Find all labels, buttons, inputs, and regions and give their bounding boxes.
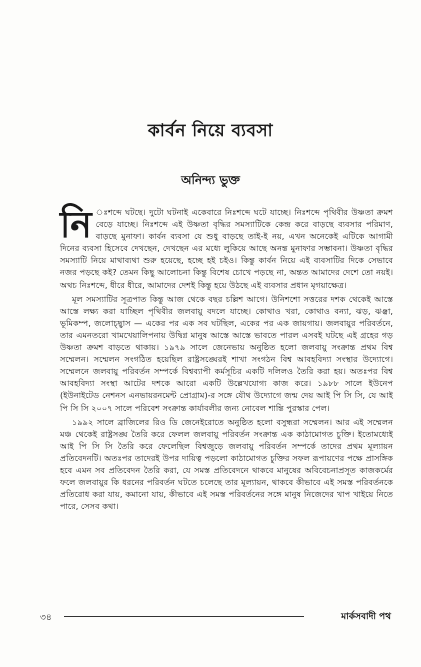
footer-divider — [64, 616, 304, 617]
paragraph-2: মূল সমস্যাটির সূত্রপাত কিন্তু আজ থেকে বছর চল্লিশ আগে। উনিশশো সত্তরের দশক থেকেই আস্তে আস্তে লক্ষ্য করা যাচ্ছিল পৃথিবীর জলবায়ু বদলে যাচ্ছে। কোথাও খরা, কোথাও বন্যা, ঝড়, ঝঞ্ঝা, ভূমিকম্প, জলোচ্ছ্বাস — একের পর এক সব ঘটছিল, একের পর এক জায়গায়। জলবায়ুর পরিবর্তনে, তার এমনতরো খামখেয়ালিপনায় উদ্বিগ্ন মানুষ আস্তে আস্তে ভাবতে পারল এসবই ঘটছে এই গ্রহের গড় উষ্ণতা ক্রমশ বাড়তে থাকায়। ১৯৭৯ সালে জেনেভায় অনুষ্ঠিত হলো জলবায়ু সংক্রান্ত প্রথম বিশ্ব সম্মেলন। সম্মেলন সংগঠিত হয়েছিল রাষ্ট্রসঙ্ঘেরই শাখা সংগঠন বিশ্ব আবহবিদ্যা সংস্থার উদ্যোগে। সম্মেলনে জলবায়ু পরিবর্তন সম্পর্কে বিশ্বব্যাপী কর্মসূচির একটি দলিলও তৈরি করা হয়। অতঃপর বিশ্ব আবহবিদ্যা সংস্থা আটের দশকে আরো একটি উল্লেখযোগ্য কাজ করে। ১৯৮৮ সালে ইউনেপ (ইউনাইটেড নেশনস এনভায়রনমেন্ট প্রোগ্রাম)-র সঙ্গে যৌথ উদ্যোগে জন্ম দেয় আই পি সি সি, যে আই পি সি সি ২০০৭ সালে পরিবেশ সংক্রান্ত কার্যাবলীর জন্য নোবেল শান্তি পুরস্কার পেল। — [60, 293, 393, 413]
paragraph-3: ১৯৯২ সালে ব্রাজিলের রিও ডি জেনেইরোতে অনুষ্ঠিত হলো বসুন্ধরা সম্মেলন। আর এই সম্মেলন মঞ্চ থেকেই রাষ্ট্রসঙ্ঘ তৈরি করে ফেলল জলবায়ু পরিবর্তন সংক্রান্ত এক কাঠামোগত চুক্তি। ইতোমধ্যেই আই পি সি সি তৈরি করে ফেলেছিল বিশ্বজুড়ে জলবায়ু পরিবর্তন সম্পর্কে তাদের প্রথম মূল্যায়ন প্রতিবেদনটি। অতঃপর তাদেরই উপর দায়িত্ব পড়লো কাঠামোগত চুক্তির সফল রূপায়ণের পক্ষে প্রাসঙ্গিক হবে এমন সব প্রতিবেদন তৈরি করা, যে সমস্ত প্রতিবেদনে থাকবে মানুষের অবিবেচনাপ্রসূত কাজকর্মের ফলে জলবায়ুর কি ধরনের পরিবর্তন ঘটতে চলেছে তার মূল্যায়ন, থাকবে কীভাবে এই সমস্ত পরিবর্তনকে প্রতিরোধ করা যায়, কমানো যায়, কীভাবে এই সমস্ত পরিবর্তনের সঙ্গে মানুষ নিজেদের খাপ খাইয়ে নিতে পারে, সেসব কথা। — [60, 416, 393, 512]
article-author: অনিন্দ্য ভুক্ত — [181, 173, 240, 187]
journal-name: মার্কসবাদী পথ — [341, 612, 391, 622]
drop-cap: নি — [60, 204, 92, 246]
paragraph-1 — [60, 206, 393, 291]
page-footer — [40, 612, 391, 628]
page-number: ৩৪ — [40, 613, 52, 623]
article-body — [60, 206, 393, 514]
paragraph-text: ঃশব্দে ঘটছে। দুটো ঘটনাই একেবারে নিঃশব্দে ঘটে যাচ্ছে। নিঃশব্দে পৃথিবীর উষ্ণতা ক্রমশ বেড়ে যাচ্ছে। নিঃশব্দে এই উষ্ণতা বৃদ্ধির সমস্যাটিকে কেন্দ্র করে বাড়ছে ব্যবসার পরিমাণ, বাড়ছে মুনাফা। কার্বন ব্যবসা যে শুধু বাড়ছে তাই-ই নয়, এখন অনেকেই এটিকে আগামী দিনের ব্যবসা হিসেবে দেখছেন, দেখছেন এর মধ্যে লুকিয়ে আছে অনন্ত মুনাফার সম্ভাবনা। উষ্ণতা বৃদ্ধির সমস্যাটি নিয়ে মাথাব্যথা শুরু হয়েছে, হচ্ছে হই চইও। কিন্তু কার্বন নিয়ে এই ব্যবসাটির দিকে সেভাবে নজর পড়ছে কই? তেমন কিছু আলোচনা কিন্তু বিশেষ চোখে পড়ছে না, অন্তত আমাদের দেশে তো নয়ই। অথচ নিঃশব্দে, ধীরে ধীরে, আমাদের দেশই কিন্তু হয়ে উঠছে এই ব্যবসার প্রধান মৃগয়াক্ষেত্র। — [60, 207, 393, 290]
article-title: কার্বন নিয়ে ব্যবসা — [147, 121, 274, 141]
